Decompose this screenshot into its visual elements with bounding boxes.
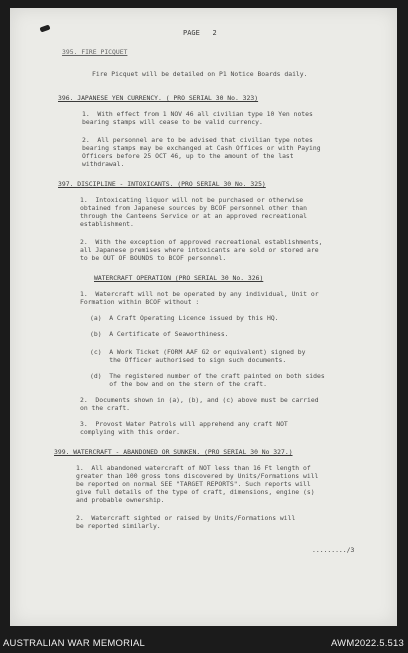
s398-item-b: (b) A Certificate of Seaworthiness. xyxy=(90,330,229,338)
s398-p2-l1: 2. Documents shown in (a), (b), and (c) above must be carried xyxy=(80,396,319,404)
s397-p2-l3: to be OUT OF BOUNDS to BCOF personnel. xyxy=(80,254,227,262)
section-398-heading: WATERCRAFT OPERATION (PRO SERIAL 30 No. 326) xyxy=(94,274,264,282)
s398-item-d-l1: (d) The registered number of the craft painted on both sides xyxy=(90,372,325,380)
footer-caption-left: AUSTRALIAN WAR MEMORIAL xyxy=(3,638,146,649)
s397-p1-l1: 1. Intoxicating liquor will not be purchased or otherwise xyxy=(80,196,304,204)
s399-p1-l3: be reported on normal SEE "TARGET REPORTS". Such reports will xyxy=(76,480,311,488)
s399-p1-l5: and probable ownership. xyxy=(76,496,165,504)
s396-p1-l1: 1. With effect from 1 NOV 46 all civilian type 10 Yen notes xyxy=(82,110,313,118)
section-396-heading: 396. JAPANESE YEN CURRENCY. ( PRO SERIAL 30 No. 323) xyxy=(58,94,259,102)
s398-item-d-l2: of the bow and on the stern of the craft. xyxy=(90,380,267,388)
footer-caption-right: AWM2022.5.513 xyxy=(330,638,404,649)
s396-p2-l1: 2. All personnel are to be advised that civilian type notes xyxy=(82,136,313,144)
section-395-text: Fire Picquet will be detailed on P1 Notice Boards daily. xyxy=(92,70,308,78)
s399-p1-l2: greater than 100 gross tons discovered by Units/Formations will xyxy=(76,472,319,480)
section-395-heading: 395. FIRE PICQUET xyxy=(62,48,128,56)
ink-mark xyxy=(39,24,50,32)
s398-p1-l1: 1. Watercraft will not be operated by any individual, Unit or xyxy=(80,290,319,298)
page-header: PAGE 2 xyxy=(183,29,217,37)
s398-item-a: (a) A Craft Operating Licence issued by this HQ. xyxy=(90,314,279,322)
s399-p2-l1: 2. Watercraft sighted or raised by Units/Formations will xyxy=(76,514,296,522)
s399-p1-l1: 1. All abandoned watercraft of NOT less than 16 Ft length of xyxy=(76,464,311,472)
s398-p1-l2: Formation within BCOF without : xyxy=(80,298,200,306)
s398-item-c-l2: the Officer authorised to sign such documents. xyxy=(90,356,287,364)
s396-p2-l2: bearing stamps may be exchanged at Cash Offices or with Paying xyxy=(82,144,321,152)
s398-p3-l1: 3. Provost Water Patrols will apprehend any craft NOT xyxy=(80,420,288,428)
s396-p1-l2: bearing stamps will cease to be valid currency. xyxy=(82,118,263,126)
s398-p2-l2: on the craft. xyxy=(80,404,131,412)
s398-p3-l2: complying with this order. xyxy=(80,428,181,436)
s397-p1-l2: obtained from Japanese sources by BCOF personnel other than xyxy=(80,204,308,212)
section-397-heading: 397. DISCIPLINE - INTOXICANTS. (PRO SERIAL 30 No. 325) xyxy=(58,180,266,188)
document-page xyxy=(10,8,397,626)
s397-p2-l1: 2. With the exception of approved recreational establishments, xyxy=(80,238,323,246)
s396-p2-l4: withdrawal. xyxy=(82,160,125,168)
s399-p1-l4: give full details of the type of craft, dimensions, engine (s) xyxy=(76,488,315,496)
section-399-heading: 399. WATERCRAFT - ABANDONED OR SUNKEN. (PRO SERIAL 30 No 327.) xyxy=(54,448,293,456)
s397-p1-l4: establishment. xyxy=(80,220,134,228)
s398-item-c-l1: (c) A Work Ticket (FORM AAF G2 or equivalent) signed by xyxy=(90,348,306,356)
s396-p2-l3: Officers before 25 OCT 46, up to the amount of the last xyxy=(82,152,294,160)
s399-p2-l2: be reported similarly. xyxy=(76,522,161,530)
s397-p1-l3: through the Canteens Service or at an approved recreational xyxy=(80,212,308,220)
continuation-marker: ........./3 xyxy=(312,546,355,554)
s397-p2-l2: all Japanese premises where intoxicants are sold or stored are xyxy=(80,246,319,254)
